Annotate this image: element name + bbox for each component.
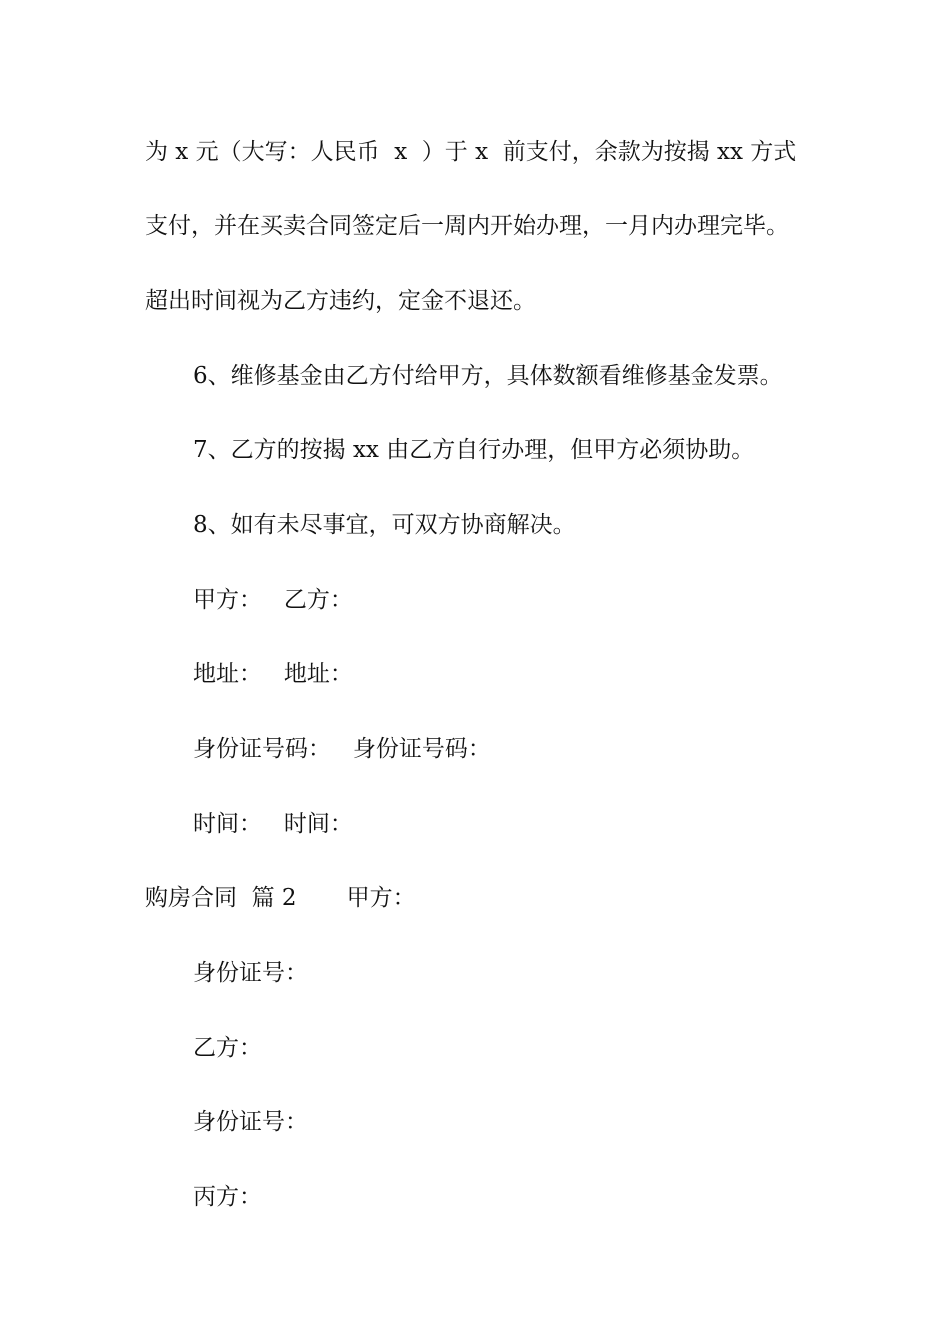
section-2-id-number-b: 身份证号： [193,1109,308,1135]
clause-8: 8、如有未尽事宜，可双方协商解决。 [193,512,576,538]
signature-id-line: 身份证号码： 身份证号码： [193,736,491,762]
signature-date-line: 时间： 时间： [193,811,353,837]
payment-text-line-2: 支付，并在买卖合同签定后一周内开始办理，一月内办理完毕。 [145,213,789,239]
clause-6: 6、维修基金由乙方付给甲方，具体数额看维修基金发票。 [193,363,783,389]
signature-party-line: 甲方： 乙方： [193,587,353,613]
section-2-heading-line [145,883,416,913]
signature-address-line: 地址： 地址： [193,661,353,687]
section-2-id-number-a: 身份证号： [193,960,308,986]
section-2-party-a-label: 甲方： [346,885,416,911]
section-2-party-c-label: 丙方： [193,1184,262,1210]
clause-7: 7、乙方的按揭 xx 由乙方自行办理，但甲方必须协助。 [193,437,755,463]
section-2-party-b-label: 乙方： [193,1035,262,1061]
section-2-title: 购房合同 篇 2 [145,885,297,911]
payment-text-line-1: 为 x 元（大写：人民币 x ）于 x 前支付，余款为按揭 xx 方式 [145,139,797,165]
payment-text-line-3: 超出时间视为乙方违约，定金不退还。 [145,288,536,314]
